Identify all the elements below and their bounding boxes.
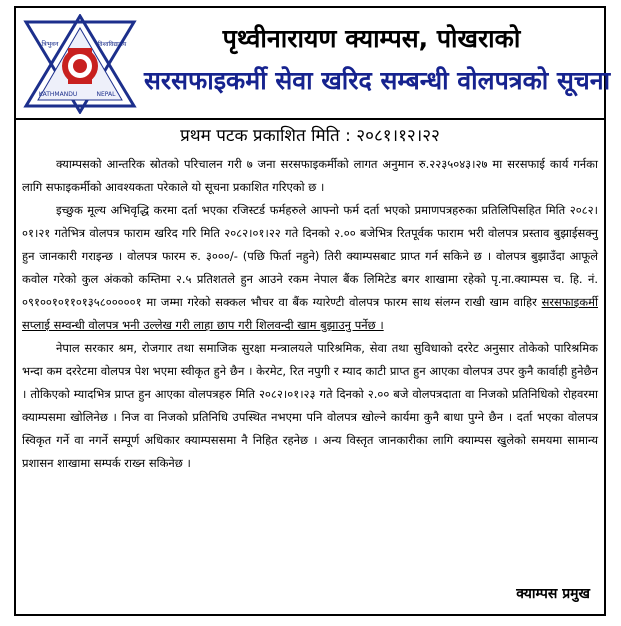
campus-title: पृथ्वीनारायण क्याम्पस, पोखराको <box>222 24 521 53</box>
publication-date: प्रथम पटक प्रकाशित मिति : २०८१।१२।२२ <box>180 126 440 146</box>
notice-document <box>14 6 611 616</box>
signature-campus-chief: क्याम्पस प्रमुख <box>516 586 590 602</box>
paragraph-bid-instructions <box>22 199 598 337</box>
notice-title: सरसफाइकर्मी सेवा खरिद सम्बन्धी वोलपत्रको सूचना <box>144 66 611 95</box>
logo-text-bottom-right: NEPAL <box>96 91 116 98</box>
notice-header <box>16 8 611 120</box>
logo-text-top-left: त्रिभुवन <box>41 40 59 48</box>
envelope-label-instruction: सरसफाइकर्मी सप्लाई सम्वन्धी वोलपत्र भनी उल्लेख गरी लाहा छाप गरी शिलवन्दी खाम बुझाउनु पर्नेछ । <box>22 295 598 332</box>
tribhuvan-university-logo <box>20 14 140 114</box>
notice-body <box>22 153 598 475</box>
paragraph-intro: क्याम्पसको आन्तरिक स्रोतको परिचालन गरी ७ जना सरसफाइकर्मीको लागत अनुमान रु.२२३५०४३।२७ मा सरसफाई कार्य गर्नका लागि सफाइकर्मीको आवश्यकता परेकाले यो सूचना प्रकाशित गरिएको छ । <box>22 157 598 194</box>
bid-instructions-text: इच्छुक मूल्य अभिवृद्धि करमा दर्ता भएका रजिस्टर्ड फर्महरुले आफ्नो फर्म दर्ता भएको प्रमाणपत्रहरुका प्रतिलिपिसहित मिति २०८२।०१।२१ गतेभित्र वोलपत्र फाराम खरिद गरि मिति २०८२।०१।२२ गते दिनको २.०० बजेभित्र रितपूर्वक फाराम भरी वोलपत्र प्रस्ताव बुझाईसक्नु हुन जानकारी गराइन्छ । वोलपत्र फारम रु. ३०००/- (पछि फिर्ता नहुने) तिरी क्याम्पसबाट प्राप्त गर्न सकिने छ । वोलपत्र बुझाउँदा आफूले कवोल गरेको कुल अंकको कम्तिमा २.५ प्रतिशतले हुन आउने रकम नेपाल बैंक लिमिटेड बगर शाखामा रहेको पृ.ना.क्याम्पस च. हि. नं. ०९१००१०११०१३५८०००००१ मा जम्मा गरेको सक्कल भौचर वा बैंक ग्यारेण्टी वोलपत्र फारम साथ संलग्न राखी खाम वाहिर <box>22 203 598 309</box>
logo-text-top-right: विश्वविद्यालय <box>97 41 127 48</box>
paragraph-conditions: नेपाल सरकार श्रम, रोजगार तथा समाजिक सुरक्षा मन्त्रालयले पारिश्रमिक, सेवा तथा सुविधाको दररेट अनुसार तोकेको पारिश्रमिक भन्दा कम दररेटमा वोलपत्र पेश भएमा स्वीकृत हुने छैन । केरमेट, रित नपुगी र म्याद काटी प्राप्त हुन आएका वोलपत्र उपर कुनै कार्वाही हुनेछैन । तोकिएको म्यादभित्र प्राप्त हुन आएका वोलपत्रहरु मिति २०८२।०१।२३ गते दिनको २.०० बजे वोलपत्रदाता वा निजको प्रतिनिधिको रोहवरमा क्याम्पसमा खोलिनेछ । निज वा निजको प्रतिनिधि उपस्थित नभएमा पनि वोलपत्र खोल्ने कार्यमा कुनै बाधा पुग्ने छैन । दर्ता भएका वोलपत्र स्विकृत गर्ने वा नगर्ने सम्पूर्ण अधिकार क्याम्पससमा नै निहित रहनेछ । अन्य विस्तृत जानकारीका लागि क्याम्पस खुलेको समयमा सामान्य प्रशासन शाखामा सम्पर्क राख्न सकिनेछ । <box>22 341 598 470</box>
logo-text-bottom-left: KATHMANDU <box>38 91 78 98</box>
